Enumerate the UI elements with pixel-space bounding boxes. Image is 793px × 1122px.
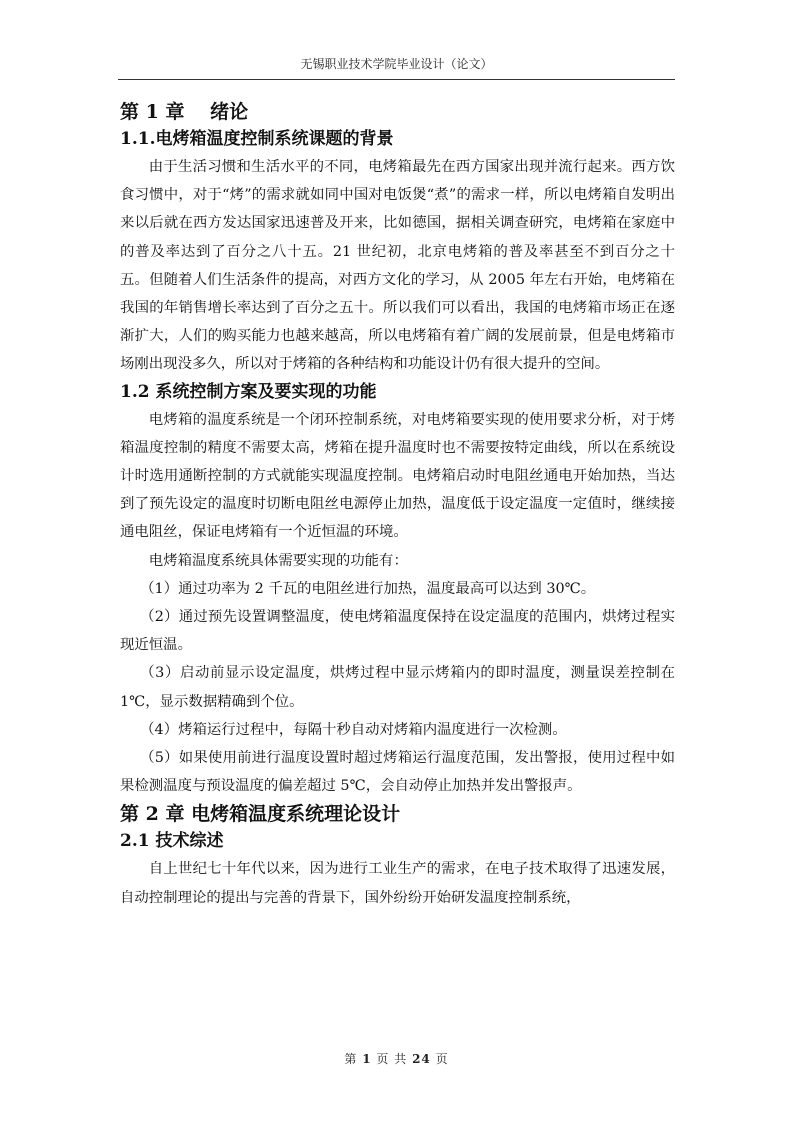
footer-middle: 页 共 — [376, 1052, 408, 1066]
function-item-3: （3）启动前显示设定温度，烘烤过程中显示烤箱内的即时温度，测量误差控制在 1℃，显示数据精确到个位。 — [120, 665, 675, 710]
function-item-1: （1）通过功率为 2 千瓦的电阻丝进行加热，温度最高可以达到 30℃。 — [140, 580, 596, 597]
footer-total-pages: 24 — [412, 1052, 431, 1066]
footer-suffix: 页 — [435, 1052, 449, 1066]
chapter-1-title: 第 1 章 绪论 — [120, 101, 249, 123]
section-1-1-paragraph: 由于生活习惯和生活水平的不同，电烤箱最先在西方国家出现并流行起来。西方饮食习惯中，对于“烤”的需求就如同中国对电饭煲“煮”的需求一样，所以电烤箱自发明出来以后就在西方发达国家迅速普及开来，比如德国，据相关调查研究，电烤箱在家庭中的普及率达到了百分之八十五。21 世纪初，北京电烤箱的普及率甚至不到百分之十五。但随着人们生活条件的提高，对西方文化的学习，从 2005 年左右开始，电烤箱在我国的年销售增长率达到了百分之五十。所以我们可以看出，我国的电烤箱市场正在逐渐扩大，人们的购买能力也越来越高，所以电烤箱有着广阔的发展前景，但是电烤箱市场刚出现没多久，所以对于烤箱的各种结构和功能设计仍有很大提升的空间。 — [120, 159, 675, 373]
page-header: 无锡职业技术学院毕业设计（论文） — [118, 55, 675, 80]
section-1-2-paragraph-2: 电烤箱温度系统具体需要实现的功能有： — [148, 552, 408, 569]
page-content — [120, 98, 675, 912]
function-item-2: （2）通过预先设置调整温度，使电烤箱温度保持在设定温度的范围内，烘烤过程实现近恒温。 — [120, 609, 675, 654]
section-1-2-title: 1.2 系统控制方案及要实现的功能 — [120, 381, 377, 402]
section-2-1-paragraph: 自上世纪七十年代以来，因为进行工业生产的需求，在电子技术取得了迅速发展，自动控制理论的提出与完善的背景下，国外纷纷开始研发温度控制系统， — [120, 861, 675, 906]
function-item-4: （4）烤箱运行过程中，每隔十秒自动对烤箱内温度进行一次检测。 — [140, 721, 567, 738]
section-2-1-title: 2.1 技术综述 — [120, 831, 224, 852]
footer-page-number: 1 — [362, 1052, 372, 1066]
function-item-5: （5）如果使用前进行温度设置时超过烤箱运行温度范围，发出警报，使用过程中如果检测温度与预设温度的偏差超过 5℃，会自动停止加热并发出警报声。 — [120, 750, 675, 795]
section-1-2-paragraph-1: 电烤箱的温度系统是一个闭环控制系统，对电烤箱要实现的使用要求分析，对于烤箱温度控制的精度不需要太高，烤箱在提升温度时也不需要按特定曲线，所以在系统设计时选用通断控制的方式就能实现温度控制。电烤箱启动时电阻丝通电开始加热，当达到了预先设定的温度时切断电阻丝电源停止加热，温度低于设定温度一定值时，继续接通电阻丝，保证电烤箱有一个近恒温的环境。 — [120, 411, 675, 541]
chapter-2-title: 第 2 章 电烤箱温度系统理论设计 — [120, 803, 401, 826]
footer-prefix: 第 — [344, 1052, 358, 1066]
section-1-1-title: 1.1.电烤箱温度控制系统课题的背景 — [120, 129, 394, 149]
page-footer — [0, 1050, 793, 1067]
